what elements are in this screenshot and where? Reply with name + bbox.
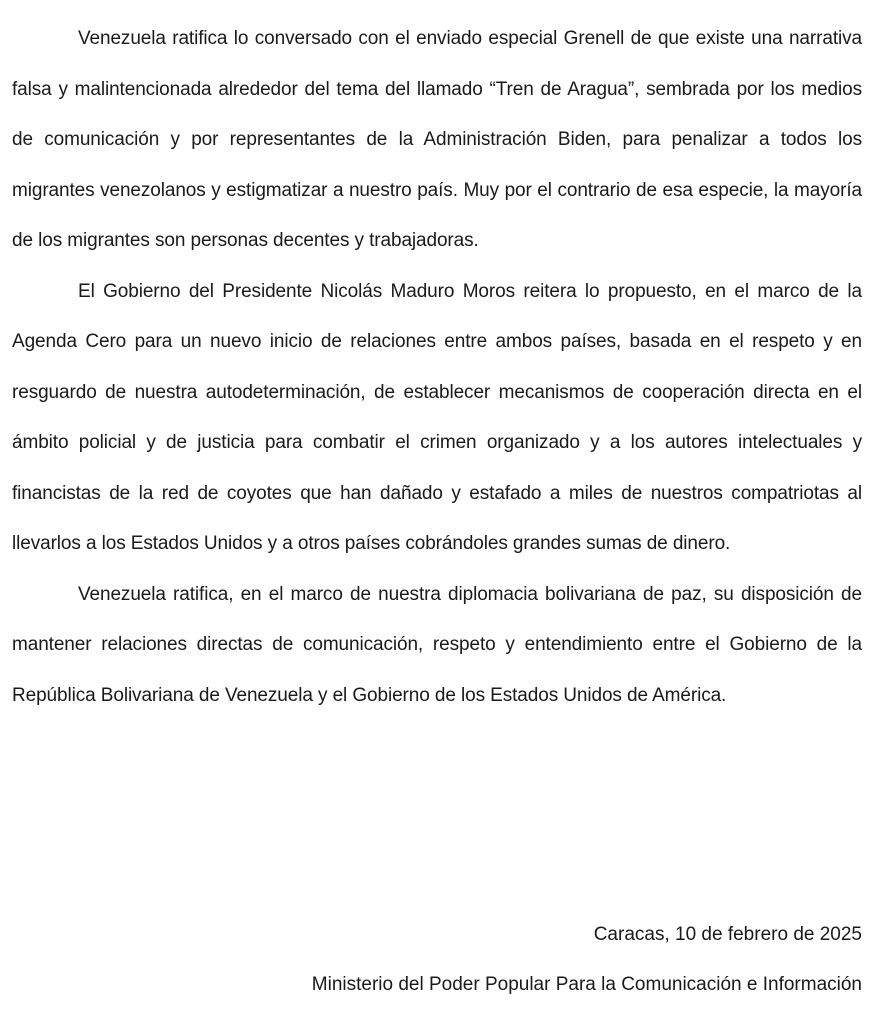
paragraph-2: El Gobierno del Presidente Nicolás Maduro Moros reitera lo propuesto, en el marco de la Agenda Cero para un nuevo inicio de relaciones entre ambos países, basada en el respeto y en resguardo de nuestra autodeterminación, de establecer mecanismos de cooperación directa en el ámbito policial y de justicia para combatir el crimen organizado y a los autores intelectuales y financistas de la red de coyotes que han dañado y estafado a miles de nuestros compatriotas al llevarlos a los Estados Unidos y a otros países cobrándoles grandes sumas de dinero. bbox=[12, 280, 862, 554]
paragraph-1: Venezuela ratifica lo conversado con el enviado especial Grenell de que existe una narrativa falsa y malintencionada alrededor del tema del llamado “Tren de Aragua”, sembrada por los medios de comunicación y por representantes de la Administración Biden, para penalizar a todos los migrantes venezolanos y estigmatizar a nuestro país. Muy por el contrario de esa especie, la mayoría de los migrantes son personas decentes y trabajadoras. bbox=[12, 28, 862, 251]
place-date: Caracas, 10 de febrero de 2025 bbox=[593, 924, 862, 945]
document-body bbox=[12, 14, 862, 721]
signature-ministry: Ministerio del Poder Popular Para la Comunicación e Información bbox=[311, 974, 862, 995]
paragraph-3: Venezuela ratifica, en el marco de nuestra diplomacia bolivariana de paz, su disposición de mantener relaciones directas de comunicación, respeto y entendimiento entre el Gobierno de la República Bolivariana de Venezuela y el Gobierno de los Estados Unidos de América. bbox=[12, 583, 862, 706]
